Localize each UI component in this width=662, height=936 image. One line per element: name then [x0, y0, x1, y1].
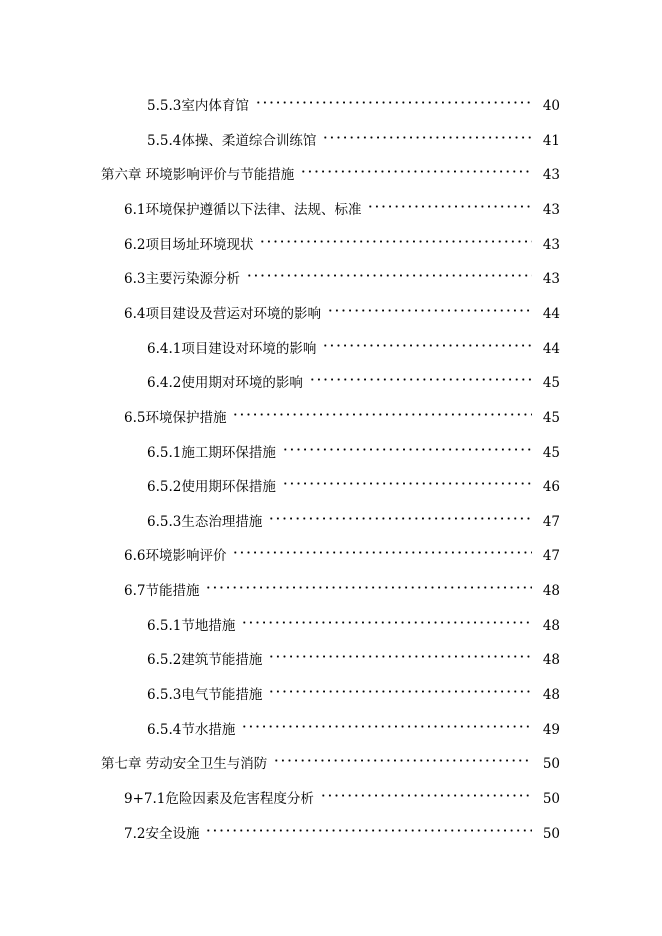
toc-entry-title: 5.5.4体操、柔道综合训练馆	[147, 132, 317, 149]
toc-entry[interactable]	[0, 294, 662, 322]
toc-entry[interactable]	[0, 502, 662, 530]
toc-entry[interactable]	[0, 190, 662, 218]
dot-leader	[282, 433, 532, 457]
toc-entry-title: 6.2项目场址环境现状	[124, 236, 254, 253]
toc-entry-page-number: 44	[542, 305, 560, 322]
toc-entry-page-number: 47	[542, 513, 560, 530]
toc-entry-page-number: 50	[542, 825, 560, 842]
toc-entry[interactable]	[0, 225, 662, 253]
dot-leader	[268, 640, 532, 664]
toc-entry-title: 6.4.2使用期对环境的影响	[147, 375, 303, 392]
toc-entry[interactable]	[0, 571, 662, 600]
toc-entry-title: 6.5.3电气节能措施	[147, 687, 263, 704]
toc-entry[interactable]	[0, 710, 662, 738]
toc-entry-page-number: 45	[542, 444, 560, 461]
dot-leader	[322, 329, 532, 353]
toc-entry[interactable]	[0, 121, 662, 149]
toc-entry-page-number: 40	[542, 98, 560, 114]
toc-entry-page-number: 43	[542, 236, 560, 253]
toc-entry-page-number: 48	[542, 687, 560, 704]
toc-entry-title: 6.6环境影响评价	[124, 548, 227, 565]
toc-entry-title: 第六章 环境影响评价与节能措施	[101, 167, 295, 184]
dot-leader	[320, 779, 532, 803]
toc-entry-title: 5.5.3室内体育馆	[147, 98, 249, 114]
toc-entry-page-number: 43	[542, 271, 560, 288]
toc-entry[interactable]	[0, 779, 662, 807]
toc-entry-page-number: 45	[542, 409, 560, 426]
toc-entry[interactable]	[0, 640, 662, 669]
dot-leader	[268, 502, 532, 526]
toc-entry[interactable]	[0, 744, 662, 773]
toc-entry[interactable]	[0, 363, 662, 392]
toc-entry-page-number: 49	[542, 721, 560, 738]
dot-leader	[246, 259, 532, 283]
toc-entry-title: 6.7节能措施	[124, 583, 200, 600]
dot-leader	[282, 467, 532, 491]
toc-entry-title: 6.5.2建筑节能措施	[147, 652, 263, 669]
toc-entry-title: 第七章 劳动安全卫生与消防	[101, 756, 268, 773]
dot-leader	[205, 814, 532, 838]
toc-entry[interactable]	[0, 86, 662, 114]
toc-entry-page-number: 43	[542, 167, 560, 184]
dot-leader	[259, 225, 532, 249]
toc-entry-title: 6.4.1项目建设对环境的影响	[147, 340, 317, 357]
toc-entry-title: 6.5.1施工期环保措施	[147, 444, 276, 461]
toc-entry-page-number: 48	[542, 617, 560, 634]
dot-leader	[241, 606, 532, 630]
toc-entry-title: 7.2安全设施	[124, 825, 200, 842]
toc-entry-page-number: 48	[542, 652, 560, 669]
toc-entry-title: 6.4项目建设及营运对环境的影响	[124, 305, 321, 322]
dot-leader	[367, 190, 532, 214]
toc-entry[interactable]	[0, 606, 662, 634]
toc-entry-title: 6.5.2使用期环保措施	[147, 479, 276, 496]
toc-entry-title: 9+7.1危险因素及危害程度分析	[124, 791, 314, 807]
dot-leader	[300, 155, 532, 179]
toc-entry[interactable]	[0, 467, 662, 496]
dot-leader	[309, 363, 532, 387]
dot-leader	[255, 86, 532, 110]
toc-entry-page-number: 45	[542, 375, 560, 392]
dot-leader	[327, 294, 532, 318]
toc-entry-page-number: 44	[542, 340, 560, 357]
dot-leader	[273, 744, 532, 768]
toc-entry-page-number: 47	[542, 548, 560, 565]
toc-entry-title: 6.3主要污染源分析	[124, 271, 240, 288]
toc-entry-title: 6.1环境保护遵循以下法律、法规、标准	[124, 201, 362, 218]
toc-entry-page-number: 50	[542, 756, 560, 773]
toc-entry-page-number: 46	[542, 479, 560, 496]
toc-entry[interactable]	[0, 433, 662, 461]
toc-entry-title: 6.5环境保护措施	[124, 409, 227, 426]
toc-entry-page-number: 41	[542, 132, 560, 149]
toc-entry[interactable]	[0, 329, 662, 357]
toc-entry[interactable]	[0, 814, 662, 842]
dot-leader	[205, 571, 532, 595]
dot-leader	[268, 675, 532, 699]
dot-leader	[322, 121, 532, 145]
toc-entry-title: 6.5.3生态治理措施	[147, 513, 263, 530]
toc-entry-page-number: 43	[542, 201, 560, 218]
toc-entry[interactable]	[0, 536, 662, 565]
toc-entry-page-number: 50	[542, 791, 560, 807]
toc-entry[interactable]	[0, 675, 662, 704]
toc-entry-title: 6.5.1节地措施	[147, 617, 236, 634]
toc-entry[interactable]	[0, 155, 662, 184]
dot-leader	[232, 398, 532, 422]
dot-leader	[241, 710, 532, 734]
toc-entry-title: 6.5.4节水措施	[147, 721, 236, 738]
toc-entry[interactable]	[0, 398, 662, 426]
toc-entry-page-number: 48	[542, 583, 560, 600]
dot-leader	[232, 536, 532, 560]
toc-entry[interactable]	[0, 259, 662, 288]
